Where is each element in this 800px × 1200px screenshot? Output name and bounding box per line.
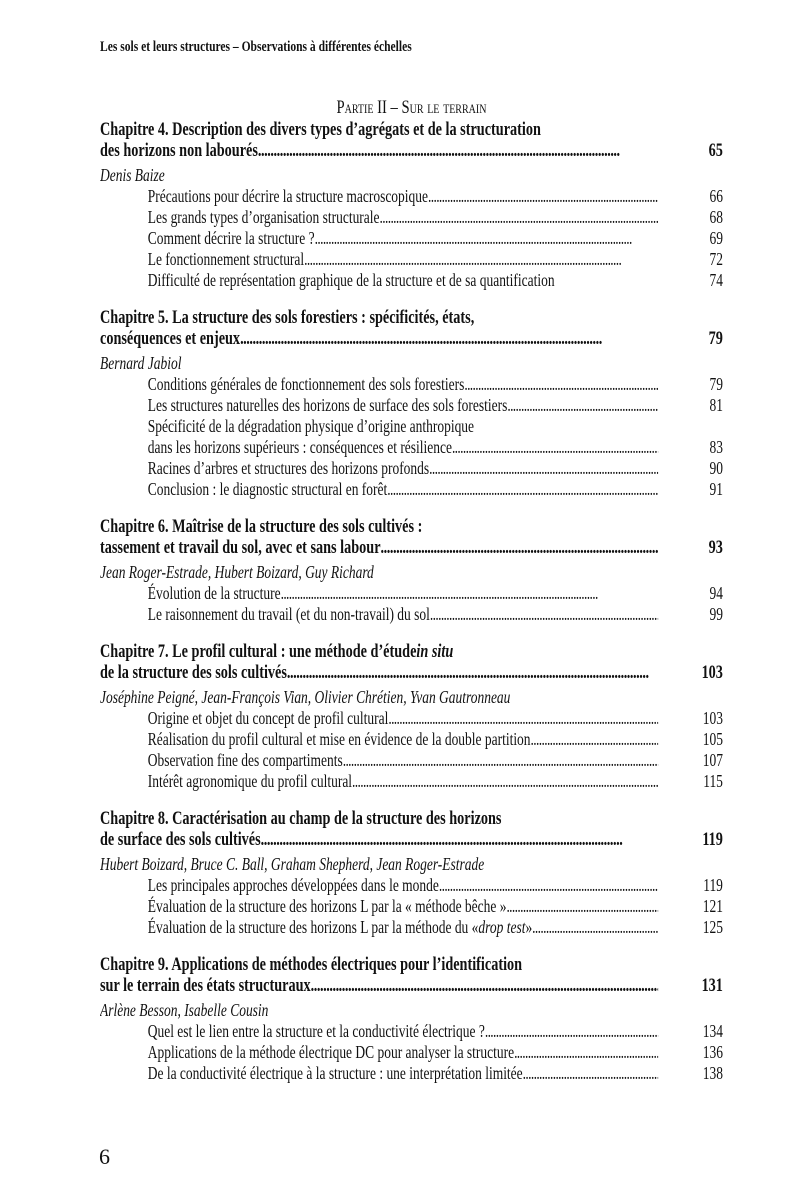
chapter-title-line[interactable] (100, 120, 723, 141)
section-page-number: 66 (709, 186, 723, 206)
section-text (100, 437, 658, 458)
chapter-entry (100, 809, 723, 938)
section-page-number: 136 (702, 1042, 723, 1062)
dot-leader (485, 1021, 658, 1042)
section-text (100, 1021, 658, 1042)
dot-leader (304, 249, 658, 270)
authors-text: Denis Baize (100, 165, 165, 185)
entry-text: Chapitre 6. Maîtrise de la structure des sols cultivés : (100, 517, 423, 537)
dot-leader (287, 663, 658, 684)
section-entry[interactable] (100, 437, 723, 458)
entry-text: de surface des sols cultivés (100, 830, 261, 850)
dot-leader (439, 875, 658, 896)
chapter-page-number: 119 (702, 830, 723, 850)
chapter-title-line[interactable] (100, 955, 723, 976)
section-page-number: 103 (702, 708, 723, 728)
section-text (100, 1063, 658, 1084)
dot-leader (343, 750, 659, 771)
entry-text: Conclusion : le diagnostic structural en forêt (147, 479, 388, 499)
section-text (100, 479, 658, 500)
entry-text: Chapitre 9. Applications de méthodes électriques pour l’identification (100, 955, 523, 975)
entry-text: tassement et travail du sol, avec et sans labour (100, 538, 381, 558)
section-text (100, 1042, 658, 1063)
section-text (100, 917, 658, 938)
entry-text: Observation fine des compartiments (147, 750, 343, 770)
chapter-title-text (100, 538, 658, 559)
dot-leader (380, 207, 659, 228)
section-text (100, 708, 658, 729)
section-text (100, 750, 658, 771)
authors-text: Hubert Boizard, Bruce C. Ball, Graham Shepherd, Jean Roger-Estrade (100, 854, 485, 874)
entry-text-italic: in situ (416, 642, 454, 662)
section-text (100, 583, 658, 604)
section-text (100, 228, 658, 249)
entry-text: de la structure des sols cultivés (100, 663, 287, 683)
chapter-authors (100, 684, 723, 708)
spacer (658, 416, 723, 437)
section-entry[interactable] (100, 917, 723, 938)
chapter-title-line[interactable] (100, 141, 723, 162)
table-of-contents (100, 36, 723, 1084)
section-entry[interactable] (100, 1063, 723, 1084)
chapter-page-number: 103 (701, 663, 723, 683)
section-page-number: 138 (702, 1063, 723, 1083)
section-entry[interactable] (100, 228, 723, 249)
chapter-title-text (100, 329, 658, 350)
part-title: Partie II – Sur le terrain (336, 97, 487, 118)
section-entry[interactable] (100, 771, 723, 792)
chapter-title-text (100, 642, 658, 663)
section-entry[interactable] (100, 896, 723, 917)
section-page-number: 121 (702, 896, 723, 916)
section-entry[interactable] (100, 249, 723, 270)
dot-leader (258, 141, 658, 162)
dot-leader (381, 538, 659, 559)
chapter-authors (100, 559, 723, 583)
running-header: Les sols et leurs structures – Observations à différentes échelles (100, 39, 412, 55)
section-page-number: 72 (709, 249, 723, 269)
chapter-title-text (100, 955, 658, 976)
chapter-title-line[interactable] (100, 517, 723, 538)
section-entry[interactable] (100, 458, 723, 479)
entry-text: Racines d’arbres et structures des horizons profonds (147, 458, 430, 478)
dot-leader (429, 458, 658, 479)
chapter-title-text (100, 830, 658, 851)
chapter-title-line[interactable] (100, 538, 723, 559)
section-entry[interactable] (100, 479, 723, 500)
authors-text: Joséphine Peigné, Jean-François Vian, Olivier Chrétien, Yvan Gautronneau (100, 687, 511, 707)
entry-text: Les grands types d’organisation structurale (147, 207, 380, 227)
chapter-authors (100, 851, 723, 875)
entry-text: Le raisonnement du travail (et du non-travail) du sol (147, 604, 430, 624)
dot-leader (240, 329, 658, 350)
dot-leader (428, 186, 658, 207)
section-entry[interactable] (100, 270, 723, 291)
entry-text-italic: drop test (478, 917, 526, 937)
chapter-entry (100, 517, 723, 625)
spacer (658, 955, 723, 976)
chapter-entry (100, 955, 723, 1084)
entry-text: Origine et objet du concept de profil cultural (147, 708, 389, 728)
chapter-page-number: 131 (701, 976, 723, 996)
entry-text: Quel est le lien entre la structure et la conductivité électrique ? (147, 1021, 485, 1041)
chapter-title-text (100, 663, 658, 684)
entry-text: des horizons non labourés (100, 141, 258, 161)
authors-text: Jean Roger-Estrade, Hubert Boizard, Guy Richard (100, 562, 374, 582)
spacer (658, 809, 723, 830)
section-entry[interactable] (100, 1021, 723, 1042)
chapter-title-line[interactable] (100, 329, 723, 350)
entry-text: Chapitre 7. Le profil cultural : une méthode d’étude (100, 642, 417, 662)
entry-text: Évolution de la structure (147, 583, 281, 603)
chapter-title-line[interactable] (100, 809, 723, 830)
dot-leader (388, 708, 658, 729)
dot-leader (531, 729, 659, 750)
dot-leader (452, 437, 658, 458)
section-entry[interactable] (100, 395, 723, 416)
entry-text: Applications de la méthode électrique DC pour analyser la structure (147, 1042, 515, 1062)
entry-text: Le fonctionnement structural (147, 249, 305, 269)
chapter-title-line[interactable] (100, 976, 723, 997)
section-entry[interactable] (100, 729, 723, 750)
entry-text: Évaluation de la structure des horizons L par la méthode du « (147, 917, 479, 937)
section-text (100, 458, 658, 479)
chapter-title-line[interactable] (100, 308, 723, 329)
section-text (100, 416, 658, 437)
chapter-page-number: 65 (708, 141, 723, 161)
section-text (100, 395, 658, 416)
dot-leader (352, 771, 658, 792)
spacer (658, 517, 723, 538)
dot-leader (506, 896, 658, 917)
entry-text: Difficulté de représentation graphique de la structure et de sa quantification (147, 270, 555, 290)
dot-leader (532, 917, 658, 938)
chapter-title-line[interactable] (100, 642, 723, 663)
dot-leader (430, 604, 658, 625)
section-page-number: 94 (709, 583, 723, 603)
chapter-title-text (100, 120, 658, 141)
entry-text: De la conductivité électrique à la structure : une interprétation limitée (147, 1063, 523, 1083)
chapter-page-number: 93 (708, 538, 723, 558)
entry-text: Conditions générales de fonctionnement des sols forestiers (147, 374, 465, 394)
section-entry[interactable] (100, 750, 723, 771)
entry-text: Spécificité de la dégradation physique d’origine anthropique (147, 416, 475, 436)
dot-leader (281, 583, 659, 604)
section-entry[interactable] (100, 416, 723, 437)
chapter-title-line[interactable] (100, 663, 723, 684)
dot-leader (261, 830, 659, 851)
entry-text: Évaluation de la structure des horizons L par la « méthode bêche » (147, 896, 507, 916)
page-number: 6 (99, 1144, 110, 1169)
section-page-number: 74 (709, 270, 723, 290)
dot-leader (464, 374, 658, 395)
section-page-number: 134 (702, 1021, 723, 1041)
chapter-entry (100, 308, 723, 500)
dot-leader (387, 479, 658, 500)
chapter-title-text (100, 141, 658, 162)
spacer (658, 120, 723, 141)
entry-text: Précautions pour décrire la structure macroscopique (147, 186, 428, 206)
section-text (100, 604, 658, 625)
entry-text: Chapitre 5. La structure des sols forestiers : spécificités, états, (100, 308, 475, 328)
section-page-number: 105 (702, 729, 723, 749)
section-page-number: 79 (709, 374, 723, 394)
chapter-entry (100, 642, 723, 792)
section-text (100, 896, 658, 917)
entry-text: conséquences et enjeux (100, 329, 241, 349)
section-page-number: 81 (709, 395, 723, 415)
entry-text: sur le terrain des états structuraux (100, 976, 311, 996)
chapter-title-text (100, 976, 658, 997)
dot-leader (507, 395, 658, 416)
chapter-entry (100, 120, 723, 291)
chapter-authors (100, 162, 723, 186)
section-page-number: 125 (702, 917, 723, 937)
dot-leader (523, 1063, 659, 1084)
entry-text: Les structures naturelles des horizons de surface des sols forestiers (147, 395, 508, 415)
entry-text: Intérêt agronomique du profil cultural (147, 771, 353, 791)
chapter-title-line[interactable] (100, 830, 723, 851)
section-page-number: 91 (709, 479, 723, 499)
section-text (100, 374, 658, 395)
entry-text: Réalisation du profil cultural et mise en évidence de la double partition (147, 729, 531, 749)
section-entry[interactable] (100, 1042, 723, 1063)
section-entry[interactable] (100, 604, 723, 625)
section-entry[interactable] (100, 186, 723, 207)
section-entry[interactable] (100, 875, 723, 896)
dot-leader (514, 1042, 658, 1063)
section-page-number: 99 (709, 604, 723, 624)
chapter-authors (100, 997, 723, 1021)
entry-text: dans les horizons supérieurs : conséquences et résilience (147, 437, 452, 457)
spacer (658, 308, 723, 329)
section-entry[interactable] (100, 207, 723, 228)
section-page-number: 83 (709, 437, 723, 457)
section-text (100, 729, 658, 750)
dot-leader (315, 228, 659, 249)
chapter-list (100, 120, 723, 1084)
section-page-number: 119 (703, 875, 723, 895)
section-entry[interactable] (100, 708, 723, 729)
section-page-number: 107 (702, 750, 723, 770)
chapter-title-text (100, 308, 658, 329)
entry-text: » (525, 917, 533, 937)
chapter-title-text (100, 517, 658, 538)
dot-leader (311, 976, 659, 997)
section-text (100, 186, 658, 207)
section-text (100, 875, 658, 896)
section-text (100, 270, 658, 291)
chapter-authors (100, 350, 723, 374)
spacer (658, 642, 723, 663)
entry-text: Comment décrire la structure ? (147, 228, 315, 248)
section-entry[interactable] (100, 583, 723, 604)
section-text (100, 207, 658, 228)
section-text (100, 249, 658, 270)
section-page-number: 90 (709, 458, 723, 478)
section-page-number: 115 (703, 771, 723, 791)
section-page-number: 69 (709, 228, 723, 248)
entry-text: Chapitre 4. Description des divers types d’agrégats et de la structuration (100, 120, 541, 140)
entry-text: Les principales approches développées dans le monde (147, 875, 439, 895)
authors-text: Arlène Besson, Isabelle Cousin (100, 1000, 269, 1020)
authors-text: Bernard Jabiol (100, 353, 182, 373)
entry-text: Chapitre 8. Caractérisation au champ de la structure des horizons (100, 809, 502, 829)
chapter-title-text (100, 809, 658, 830)
section-text (100, 771, 658, 792)
chapter-page-number: 79 (708, 329, 723, 349)
section-page-number: 68 (709, 207, 723, 227)
section-entry[interactable] (100, 374, 723, 395)
